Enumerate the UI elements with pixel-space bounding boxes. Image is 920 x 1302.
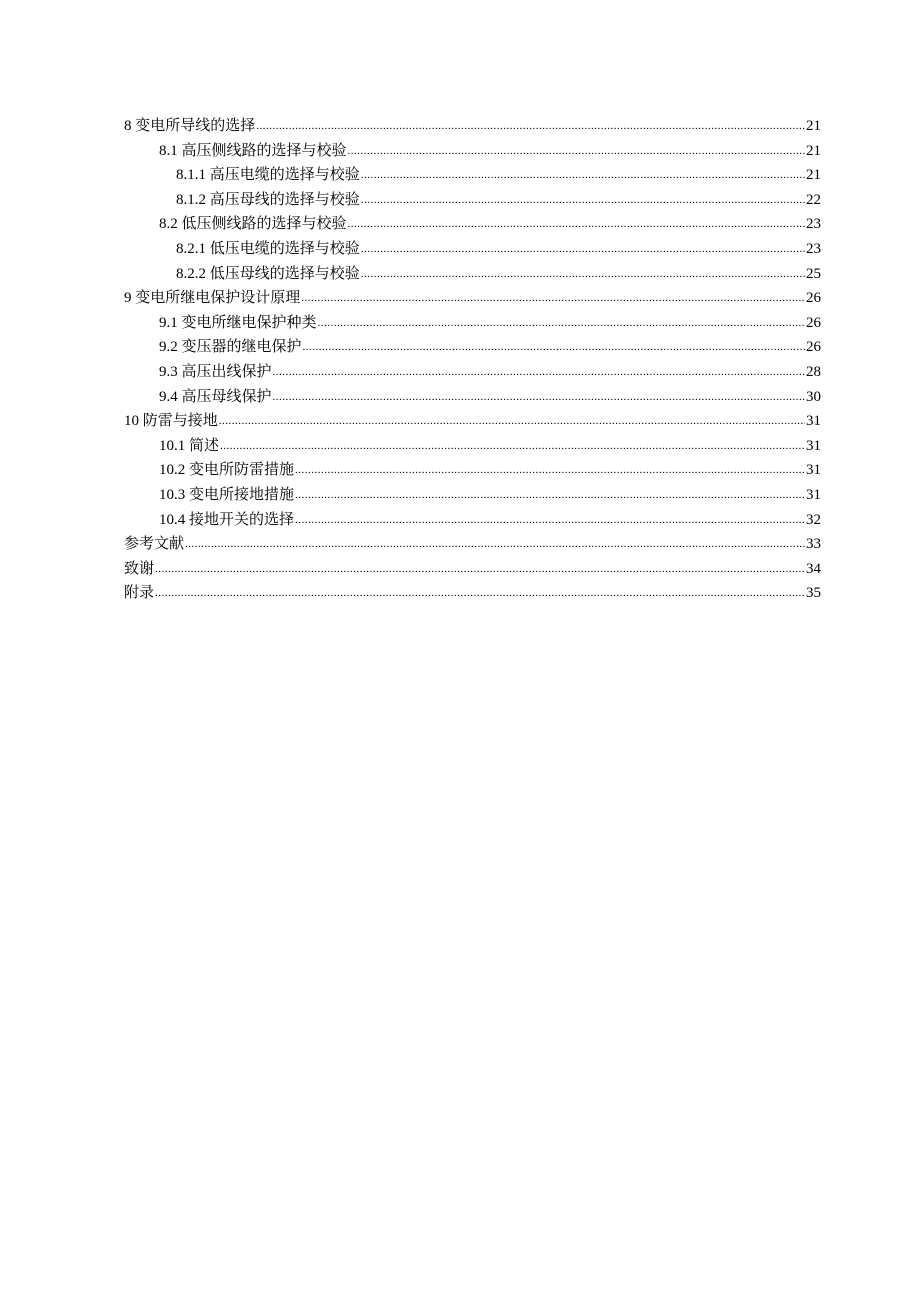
toc-dot-leader [348, 139, 805, 164]
toc-page-number: 23 [806, 240, 821, 257]
toc-entry-title: 10 防雷与接地 [124, 413, 218, 430]
toc-entry-title: 9.4 高压母线保护 [159, 388, 272, 405]
toc-dot-leader [295, 508, 805, 533]
toc-dot-leader [256, 114, 805, 139]
toc-page-number: 25 [806, 265, 821, 282]
toc-entry-acknowledgements[interactable] [124, 557, 821, 582]
toc-dot-leader [348, 212, 805, 237]
toc-entry-references[interactable] [124, 532, 821, 557]
toc-page-number: 32 [806, 511, 821, 528]
toc-page-number: 31 [806, 413, 821, 430]
toc-page-number: 26 [806, 290, 821, 307]
toc-dot-leader [220, 434, 805, 459]
toc-page-number: 34 [806, 560, 821, 577]
toc-entry-8-1[interactable] [124, 139, 821, 164]
toc-dot-leader [361, 163, 805, 188]
table-of-contents [124, 114, 821, 606]
toc-entry-title: 9.2 变压器的继电保护 [159, 339, 302, 356]
toc-page-number: 23 [806, 216, 821, 233]
toc-entry-title: 10.1 简述 [159, 437, 220, 454]
toc-page-number: 26 [806, 339, 821, 356]
toc-dot-leader [273, 385, 805, 410]
toc-page-number: 30 [806, 388, 821, 405]
toc-page-number: 22 [806, 191, 821, 208]
toc-entry-chapter-10[interactable] [124, 409, 821, 434]
toc-entry-10-3[interactable] [124, 483, 821, 508]
toc-entry-title: 9.3 高压出线保护 [159, 363, 272, 380]
toc-page-number: 31 [806, 437, 821, 454]
toc-dot-leader [295, 458, 805, 483]
toc-entry-10-4[interactable] [124, 508, 821, 533]
toc-dot-leader [303, 335, 805, 360]
toc-entry-title: 8.1.2 高压母线的选择与校验 [176, 191, 360, 208]
toc-entry-8-2-1[interactable] [124, 237, 821, 262]
toc-dot-leader [155, 557, 805, 582]
toc-entry-8-2-2[interactable] [124, 262, 821, 287]
toc-entry-title: 8.1.1 高压电缆的选择与校验 [176, 167, 360, 184]
toc-entry-9-4[interactable] [124, 385, 821, 410]
toc-dot-leader [295, 483, 805, 508]
toc-entry-title: 8.1 高压侧线路的选择与校验 [159, 142, 347, 159]
toc-entry-9-3[interactable] [124, 360, 821, 385]
toc-page-number: 28 [806, 363, 821, 380]
toc-entry-chapter-9[interactable] [124, 286, 821, 311]
toc-entry-title: 致谢 [124, 560, 155, 577]
toc-dot-leader [361, 237, 805, 262]
toc-entry-chapter-8[interactable] [124, 114, 821, 139]
toc-entry-10-1[interactable] [124, 434, 821, 459]
toc-dot-leader [318, 311, 805, 336]
toc-entry-title: 9.1 变电所继电保护种类 [159, 314, 317, 331]
toc-dot-leader [361, 262, 805, 287]
toc-entry-8-1-2[interactable] [124, 188, 821, 213]
toc-entry-9-1[interactable] [124, 311, 821, 336]
toc-entry-title: 8.2 低压侧线路的选择与校验 [159, 216, 347, 233]
toc-dot-leader [155, 581, 805, 606]
toc-dot-leader [185, 532, 805, 557]
toc-entry-8-1-1[interactable] [124, 163, 821, 188]
toc-dot-leader [219, 409, 805, 434]
toc-entry-title: 10.4 接地开关的选择 [159, 511, 295, 528]
toc-entry-title: 8.2.1 低压电缆的选择与校验 [176, 240, 360, 257]
toc-entry-appendix[interactable] [124, 581, 821, 606]
toc-entry-title: 8.2.2 低压母线的选择与校验 [176, 265, 360, 282]
toc-page-number: 21 [806, 142, 821, 159]
toc-entry-title: 10.2 变电所防雷措施 [159, 462, 295, 479]
toc-dot-leader [361, 188, 805, 213]
toc-page-number: 21 [806, 118, 821, 134]
toc-entry-title: 参考文献 [124, 536, 185, 553]
toc-dot-leader [301, 286, 805, 311]
toc-entry-title: 9 变电所继电保护设计原理 [124, 290, 301, 307]
toc-entry-8-2[interactable] [124, 212, 821, 237]
toc-entry-title: 附录 [124, 585, 155, 602]
toc-page-number: 33 [806, 536, 821, 553]
toc-entry-title: 10.3 变电所接地措施 [159, 486, 295, 503]
toc-page-number: 31 [806, 462, 821, 479]
toc-dot-leader [273, 360, 805, 385]
toc-entry-9-2[interactable] [124, 335, 821, 360]
toc-page-number: 21 [806, 167, 821, 184]
toc-entry-title: 8 变电所导线的选择 [124, 118, 256, 134]
toc-entry-10-2[interactable] [124, 458, 821, 483]
toc-page-number: 26 [806, 314, 821, 331]
toc-page-number: 35 [806, 585, 821, 602]
toc-page-number: 31 [806, 486, 821, 503]
